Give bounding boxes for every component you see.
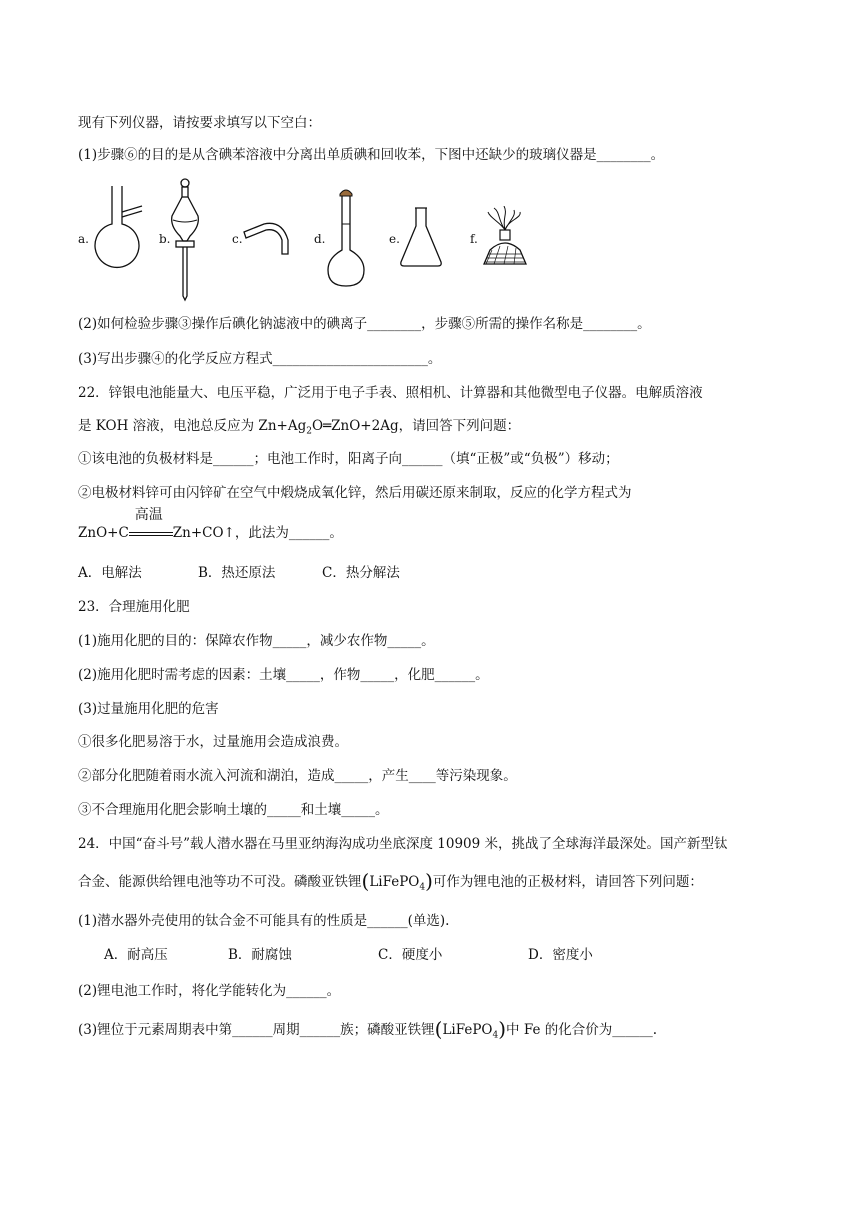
- reactants: ZnO+C: [78, 525, 129, 541]
- volumetric-flask-icon: [326, 184, 366, 292]
- subscript: 4: [492, 1030, 499, 1041]
- apparatus-label-c: c.: [232, 232, 243, 246]
- option-d: D．密度小: [528, 947, 593, 963]
- problem-22-item-1: ①该电池的负极材料是______；电池工作时，阳离子向______（填“正极”或“负极”）移动；: [78, 451, 619, 467]
- problem-24-text-end: 可作为锂电池的正极材料，请回答下列问题：: [432, 874, 703, 890]
- problem-22-reaction: [78, 507, 343, 542]
- problem-23-item-3a: ①很多化肥易溶于水，过量施用会造成浪费。: [78, 734, 348, 750]
- option-a: A．电解法: [78, 565, 142, 581]
- option-c: C．硬度小: [378, 947, 443, 963]
- apparatus-label-f: f.: [470, 232, 478, 246]
- apparatus-label-e: e.: [389, 232, 400, 246]
- conical-flask-icon: [398, 206, 444, 270]
- formula-lifepo4: LiFePO: [442, 1022, 493, 1038]
- alcohol-lamp-icon: [478, 206, 532, 270]
- problem-23-item-2: (2)施用化肥时需考虑的因素：土壤_____，作物_____，化肥______。: [78, 667, 489, 683]
- apparatus-figure: [78, 176, 638, 306]
- option-b: B．热还原法: [198, 565, 276, 581]
- problem-23-item-3c: ③不合理施用化肥会影响土壤的_____和土壤_____。: [78, 802, 389, 818]
- problem-23-item-3b: ②部分化肥随着雨水流入河流和湖泊，造成_____，产生____等污染现象。: [78, 768, 517, 784]
- problem-24-line-1: 24．中国“奋斗号”载人潜水器在马里亚纳海沟成功坐底深度 10909 米，挑战了全球海洋最深处。国产新型钛: [78, 836, 728, 852]
- problem-22-equation-end: O═ZnO+2Ag，请回答下列问题：: [311, 418, 521, 434]
- formula-lifepo4: LiFePO: [369, 874, 420, 890]
- question-1: (1)步骤⑥的目的是从含碘苯溶液中分离出单质碘和回收苯，下图中还缺少的玻璃仪器是________。: [78, 147, 665, 163]
- intro-text: 现有下列仪器，请按要求填写以下空白：: [78, 115, 321, 131]
- option-b: B．耐腐蚀: [228, 947, 292, 963]
- problem-24-item-2: (2)锂电池工作时，将化学能转化为______。: [78, 983, 341, 999]
- products: Zn+CO↑，此法为______。: [172, 525, 343, 541]
- problem-24-text: 合金、能源供给锂电池等功不可没。磷酸亚铁锂: [78, 874, 362, 890]
- bent-tube-icon: [242, 218, 292, 258]
- option-a: A．耐高压: [104, 947, 168, 963]
- separatory-funnel-icon: [170, 178, 200, 302]
- subscript: 4: [419, 882, 426, 893]
- problem-22-line-1: 22．锌银电池能量大、电压平稳，广泛用于电子手表、照相机、计算器和其他微型电子仪器。电解质溶液: [78, 385, 703, 401]
- problem-22-equation-start: 是 KOH 溶液，电池总反应为 Zn+Ag: [78, 418, 307, 434]
- problem-24-line-2: 合金、能源供给锂电池等功不可没。磷酸亚铁锂(LiFePO$_4$)可作为锂电池的正极材料，请回答下列问题：: [78, 869, 703, 893]
- problem-24-options: [104, 946, 593, 964]
- question-3: (3)写出步骤④的化学反应方程式_______________________。: [78, 351, 442, 367]
- problem-23-item-3: (3)过量施用化肥的危害: [78, 701, 219, 717]
- problem-24-item-3-end: 中 Fe 的化合价为______.: [506, 1022, 658, 1038]
- problem-24-item-1: (1)潜水器外壳使用的钛合金不可能具有的性质是______(单选).: [78, 913, 450, 929]
- reaction-condition: 高温: [134, 507, 163, 523]
- subscript: 2: [306, 426, 312, 437]
- reaction-arrow: [129, 507, 173, 542]
- option-c: C．热分解法: [322, 565, 400, 581]
- question-2: (2)如何检验步骤③操作后碘化钠滤液中的碘离子________，步骤⑤所需的操作名称是________。: [78, 316, 651, 332]
- problem-22-item-2: ②电极材料锌可由闪锌矿在空气中煅烧成氧化锌，然后用碳还原来制取，反应的化学方程式为: [78, 485, 632, 501]
- problem-24-item-3-text: (3)锂位于元素周期表中第______周期______族；磷酸亚铁锂: [78, 1022, 435, 1038]
- apparatus-label-a: a.: [78, 232, 89, 246]
- apparatus-label-d: d.: [314, 232, 326, 246]
- problem-24-item-3: (3)锂位于元素周期表中第______周期______族；磷酸亚铁锂(LiFePO$_4$)中 Fe 的化合价为______.: [78, 1017, 658, 1041]
- problem-22-line-2: [78, 417, 520, 441]
- problem-23-item-1: (1)施用化肥的目的：保障农作物_____，减少农作物_____。: [78, 633, 435, 649]
- apparatus-label-b: b.: [159, 232, 171, 246]
- distillation-flask-icon: [90, 186, 150, 281]
- problem-22-options: [78, 564, 400, 582]
- problem-23-title: 23．合理施用化肥: [78, 599, 190, 615]
